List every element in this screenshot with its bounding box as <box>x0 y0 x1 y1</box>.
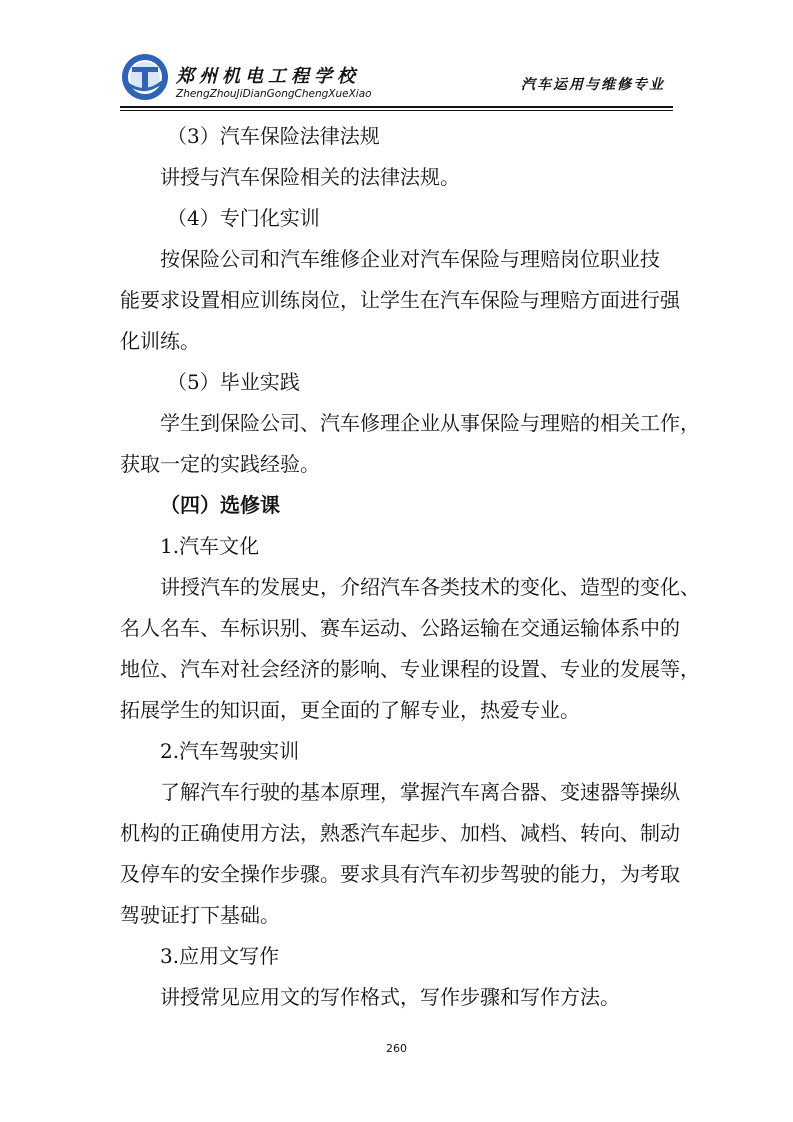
major-name: 汽车运用与维修专业 <box>521 77 665 93</box>
paragraph-line: 讲授汽车的发展史，介绍汽车各类技术的变化、造型的变化、 <box>160 575 700 599</box>
subheading-insurance-law: （3）汽车保险法律法规 <box>167 124 380 148</box>
paragraph-line: 按保险公司和汽车维修企业对汽车保险与理赔岗位职业技 <box>160 247 660 271</box>
page-header <box>0 0 793 112</box>
subheading-specialized-training: （4）专门化实训 <box>167 206 320 230</box>
paragraph-line: 化训练。 <box>120 329 200 353</box>
school-name-english: ZhengZhouJiDianGongChengXueXiao <box>176 88 372 100</box>
paragraph-line: 讲授与汽车保险相关的法律法规。 <box>160 165 460 189</box>
paragraph-line: 驾驶证打下基础。 <box>120 903 280 927</box>
paragraph-line: 学生到保险公司、汽车修理企业从事保险与理赔的相关工作， <box>160 411 700 435</box>
paragraph-line: 获取一定的实践经验。 <box>120 452 320 476</box>
paragraph-line: 了解汽车行驶的基本原理，掌握汽车离合器、变速器等操纵 <box>160 780 680 804</box>
paragraph-line: 地位、汽车对社会经济的影响、专业课程的设置、专业的发展等， <box>120 657 700 681</box>
subheading-graduation-practice: （5）毕业实践 <box>167 370 300 394</box>
subheading-applied-writing: 3.应用文写作 <box>160 944 280 968</box>
paragraph-line: 名人名车、车标识别、赛车运动、公路运输在交通运输体系中的 <box>120 616 680 640</box>
subheading-driving-training: 2.汽车驾驶实训 <box>160 739 300 763</box>
paragraph-line: 拓展学生的知识面，更全面的了解专业，热爱专业。 <box>120 698 580 722</box>
school-name-chinese: 郑州机电工程学校 <box>176 66 360 87</box>
paragraph-line: 机构的正确使用方法，熟悉汽车起步、加档、减档、转向、制动 <box>120 821 680 845</box>
paragraph-line: 能要求设置相应训练岗位，让学生在汽车保险与理赔方面进行强 <box>120 288 680 312</box>
paragraph-line: 及停车的安全操作步骤。要求具有汽车初步驾驶的能力，为考取 <box>120 862 680 886</box>
page-number: 260 <box>386 1042 407 1055</box>
school-logo-icon <box>120 52 170 102</box>
header-rule-thick <box>120 106 673 108</box>
subheading-auto-culture: 1.汽车文化 <box>160 534 260 558</box>
paragraph-line: 讲授常见应用文的写作格式，写作步骤和写作方法。 <box>160 985 620 1009</box>
section-heading-electives: （四）选修课 <box>160 493 280 517</box>
header-rule-thin <box>120 110 673 111</box>
